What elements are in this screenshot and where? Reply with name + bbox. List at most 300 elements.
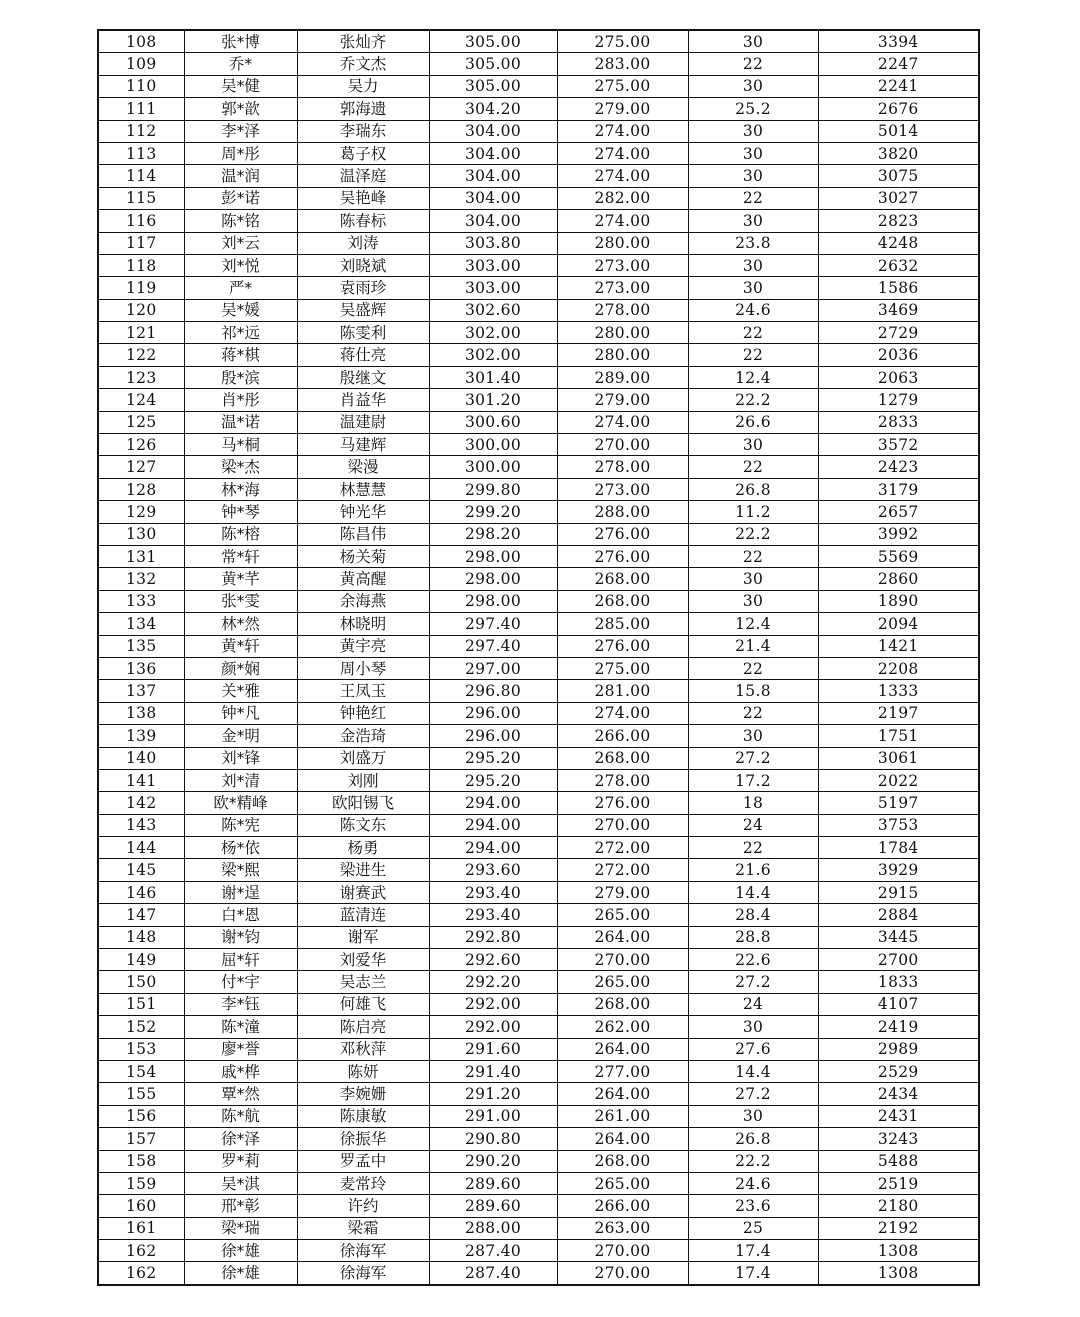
rank-cell: 129 (98, 501, 184, 523)
table-row (98, 232, 979, 254)
total-score-cell: 299.20 (429, 501, 557, 523)
bonus-score-cell: 14.4 (688, 881, 818, 903)
table-row (98, 478, 979, 500)
total-score-cell: 293.60 (429, 859, 557, 881)
rank-cell: 154 (98, 1060, 184, 1082)
bonus-score-cell: 30 (688, 120, 818, 142)
rank-cell: 149 (98, 949, 184, 971)
rank-cell: 112 (98, 120, 184, 142)
table-row (98, 680, 979, 702)
student-name-cell: 陈*潼 (184, 1016, 297, 1038)
exam-score-cell: 270.00 (557, 434, 688, 456)
rank-cell: 134 (98, 613, 184, 635)
bonus-score-cell: 30 (688, 30, 818, 53)
id-number-cell: 4107 (818, 993, 979, 1015)
student-name-cell: 徐*雄 (184, 1262, 297, 1285)
table-row (98, 30, 979, 53)
rank-cell: 139 (98, 725, 184, 747)
exam-score-cell: 281.00 (557, 680, 688, 702)
id-number-cell: 3075 (818, 165, 979, 187)
table-row (98, 613, 979, 635)
parent-name-cell: 余海燕 (297, 590, 429, 612)
id-number-cell: 3243 (818, 1128, 979, 1150)
exam-score-cell: 266.00 (557, 725, 688, 747)
table-row (98, 1150, 979, 1172)
id-number-cell: 2676 (818, 98, 979, 120)
student-name-cell: 金*明 (184, 725, 297, 747)
id-number-cell: 2431 (818, 1105, 979, 1127)
parent-name-cell: 黄宇亮 (297, 635, 429, 657)
rank-cell: 109 (98, 53, 184, 75)
rank-cell: 122 (98, 344, 184, 366)
bonus-score-cell: 30 (688, 165, 818, 187)
table-row (98, 344, 979, 366)
total-score-cell: 294.00 (429, 814, 557, 836)
bonus-score-cell: 22.2 (688, 389, 818, 411)
parent-name-cell: 乔文杰 (297, 53, 429, 75)
id-number-cell: 3929 (818, 859, 979, 881)
rank-cell: 150 (98, 971, 184, 993)
student-name-cell: 谢*逞 (184, 881, 297, 903)
bonus-score-cell: 22 (688, 53, 818, 75)
bonus-score-cell: 26.6 (688, 411, 818, 433)
parent-name-cell: 马建辉 (297, 434, 429, 456)
id-number-cell: 2036 (818, 344, 979, 366)
id-number-cell: 1308 (818, 1240, 979, 1262)
exam-score-cell: 277.00 (557, 1060, 688, 1082)
rank-cell: 132 (98, 568, 184, 590)
table-row (98, 926, 979, 948)
parent-name-cell: 徐海军 (297, 1262, 429, 1285)
id-number-cell: 1586 (818, 277, 979, 299)
rank-cell: 136 (98, 657, 184, 679)
bonus-score-cell: 17.2 (688, 769, 818, 791)
parent-name-cell: 刘爱华 (297, 949, 429, 971)
parent-name-cell: 杨勇 (297, 837, 429, 859)
exam-score-cell: 283.00 (557, 53, 688, 75)
parent-name-cell: 金浩琦 (297, 725, 429, 747)
exam-score-cell: 266.00 (557, 1195, 688, 1217)
total-score-cell: 305.00 (429, 30, 557, 53)
id-number-cell: 2915 (818, 881, 979, 903)
bonus-score-cell: 23.8 (688, 232, 818, 254)
rank-cell: 118 (98, 254, 184, 276)
exam-score-cell: 276.00 (557, 523, 688, 545)
student-name-cell: 梁*瑞 (184, 1217, 297, 1239)
ranking-table (97, 29, 980, 1286)
ranking-sheet (97, 29, 978, 1286)
bonus-score-cell: 17.4 (688, 1240, 818, 1262)
exam-score-cell: 268.00 (557, 590, 688, 612)
exam-score-cell: 270.00 (557, 1240, 688, 1262)
bonus-score-cell: 30 (688, 590, 818, 612)
bonus-score-cell: 24 (688, 814, 818, 836)
id-number-cell: 1833 (818, 971, 979, 993)
bonus-score-cell: 30 (688, 1105, 818, 1127)
exam-score-cell: 270.00 (557, 949, 688, 971)
total-score-cell: 304.00 (429, 165, 557, 187)
student-name-cell: 陈*榕 (184, 523, 297, 545)
table-row (98, 1083, 979, 1105)
bonus-score-cell: 17.4 (688, 1262, 818, 1285)
rank-cell: 148 (98, 926, 184, 948)
id-number-cell: 3469 (818, 299, 979, 321)
parent-name-cell: 刘晓斌 (297, 254, 429, 276)
exam-score-cell: 265.00 (557, 1172, 688, 1194)
student-name-cell: 钟*琴 (184, 501, 297, 523)
student-name-cell: 肖*彤 (184, 389, 297, 411)
exam-score-cell: 265.00 (557, 904, 688, 926)
total-score-cell: 295.20 (429, 747, 557, 769)
rank-cell: 152 (98, 1016, 184, 1038)
parent-name-cell: 温建尉 (297, 411, 429, 433)
bonus-score-cell: 22.2 (688, 523, 818, 545)
student-name-cell: 蒋*棋 (184, 344, 297, 366)
rank-cell: 113 (98, 142, 184, 164)
student-name-cell: 谢*钧 (184, 926, 297, 948)
total-score-cell: 297.40 (429, 635, 557, 657)
rank-cell: 145 (98, 859, 184, 881)
exam-score-cell: 261.00 (557, 1105, 688, 1127)
exam-score-cell: 274.00 (557, 702, 688, 724)
parent-name-cell: 殷继文 (297, 366, 429, 388)
parent-name-cell: 欧阳锡飞 (297, 792, 429, 814)
id-number-cell: 3445 (818, 926, 979, 948)
table-row (98, 590, 979, 612)
total-score-cell: 303.00 (429, 277, 557, 299)
student-name-cell: 彭*诺 (184, 187, 297, 209)
id-number-cell: 2884 (818, 904, 979, 926)
id-number-cell: 2419 (818, 1016, 979, 1038)
rank-cell: 153 (98, 1038, 184, 1060)
rank-cell: 111 (98, 98, 184, 120)
id-number-cell: 2700 (818, 949, 979, 971)
id-number-cell: 2423 (818, 456, 979, 478)
total-score-cell: 289.60 (429, 1195, 557, 1217)
table-body (98, 30, 979, 1285)
rank-cell: 161 (98, 1217, 184, 1239)
exam-score-cell: 268.00 (557, 993, 688, 1015)
total-score-cell: 297.00 (429, 657, 557, 679)
total-score-cell: 302.00 (429, 344, 557, 366)
id-number-cell: 3394 (818, 30, 979, 53)
id-number-cell: 2208 (818, 657, 979, 679)
table-row (98, 1240, 979, 1262)
rank-cell: 128 (98, 478, 184, 500)
rank-cell: 125 (98, 411, 184, 433)
total-score-cell: 289.60 (429, 1172, 557, 1194)
parent-name-cell: 袁雨珍 (297, 277, 429, 299)
student-name-cell: 刘*云 (184, 232, 297, 254)
exam-score-cell: 289.00 (557, 366, 688, 388)
student-name-cell: 黄*芊 (184, 568, 297, 590)
id-number-cell: 1279 (818, 389, 979, 411)
table-row (98, 747, 979, 769)
exam-score-cell: 272.00 (557, 859, 688, 881)
table-row (98, 1172, 979, 1194)
table-row (98, 322, 979, 344)
exam-score-cell: 273.00 (557, 478, 688, 500)
parent-name-cell: 周小琴 (297, 657, 429, 679)
bonus-score-cell: 22 (688, 702, 818, 724)
table-row (98, 993, 979, 1015)
rank-cell: 140 (98, 747, 184, 769)
student-name-cell: 钟*凡 (184, 702, 297, 724)
id-number-cell: 2519 (818, 1172, 979, 1194)
total-score-cell: 297.40 (429, 613, 557, 635)
parent-name-cell: 刘盛万 (297, 747, 429, 769)
exam-score-cell: 275.00 (557, 30, 688, 53)
table-row (98, 814, 979, 836)
bonus-score-cell: 30 (688, 254, 818, 276)
parent-name-cell: 肖益华 (297, 389, 429, 411)
id-number-cell: 5197 (818, 792, 979, 814)
student-name-cell: 郭*歆 (184, 98, 297, 120)
total-score-cell: 304.20 (429, 98, 557, 120)
table-row (98, 837, 979, 859)
bonus-score-cell: 12.4 (688, 366, 818, 388)
rank-cell: 155 (98, 1083, 184, 1105)
student-name-cell: 张*博 (184, 30, 297, 53)
exam-score-cell: 279.00 (557, 389, 688, 411)
exam-score-cell: 274.00 (557, 120, 688, 142)
exam-score-cell: 279.00 (557, 98, 688, 120)
id-number-cell: 5014 (818, 120, 979, 142)
table-row (98, 881, 979, 903)
parent-name-cell: 陈雯利 (297, 322, 429, 344)
table-row (98, 187, 979, 209)
bonus-score-cell: 25 (688, 1217, 818, 1239)
id-number-cell: 1890 (818, 590, 979, 612)
bonus-score-cell: 24.6 (688, 1172, 818, 1194)
id-number-cell: 5488 (818, 1150, 979, 1172)
bonus-score-cell: 27.2 (688, 747, 818, 769)
total-score-cell: 300.00 (429, 434, 557, 456)
rank-cell: 159 (98, 1172, 184, 1194)
total-score-cell: 292.20 (429, 971, 557, 993)
parent-name-cell: 陈康敏 (297, 1105, 429, 1127)
id-number-cell: 1784 (818, 837, 979, 859)
parent-name-cell: 陈春标 (297, 210, 429, 232)
total-score-cell: 294.00 (429, 792, 557, 814)
rank-cell: 151 (98, 993, 184, 1015)
bonus-score-cell: 22 (688, 657, 818, 679)
total-score-cell: 303.00 (429, 254, 557, 276)
total-score-cell: 296.00 (429, 702, 557, 724)
bonus-score-cell: 30 (688, 277, 818, 299)
total-score-cell: 304.00 (429, 120, 557, 142)
id-number-cell: 2197 (818, 702, 979, 724)
student-name-cell: 欧*精峰 (184, 792, 297, 814)
id-number-cell: 2833 (818, 411, 979, 433)
total-score-cell: 304.00 (429, 187, 557, 209)
bonus-score-cell: 22 (688, 545, 818, 567)
bonus-score-cell: 30 (688, 434, 818, 456)
id-number-cell: 3820 (818, 142, 979, 164)
exam-score-cell: 274.00 (557, 142, 688, 164)
exam-score-cell: 276.00 (557, 792, 688, 814)
exam-score-cell: 280.00 (557, 232, 688, 254)
total-score-cell: 305.00 (429, 75, 557, 97)
bonus-score-cell: 28.4 (688, 904, 818, 926)
exam-score-cell: 264.00 (557, 1128, 688, 1150)
total-score-cell: 300.60 (429, 411, 557, 433)
table-row (98, 635, 979, 657)
parent-name-cell: 徐海军 (297, 1240, 429, 1262)
rank-cell: 135 (98, 635, 184, 657)
id-number-cell: 2632 (818, 254, 979, 276)
table-row (98, 1060, 979, 1082)
parent-name-cell: 李婉姗 (297, 1083, 429, 1105)
total-score-cell: 296.80 (429, 680, 557, 702)
parent-name-cell: 王凤玉 (297, 680, 429, 702)
total-score-cell: 291.20 (429, 1083, 557, 1105)
parent-name-cell: 谢赛武 (297, 881, 429, 903)
rank-cell: 147 (98, 904, 184, 926)
parent-name-cell: 吴盛辉 (297, 299, 429, 321)
id-number-cell: 3992 (818, 523, 979, 545)
table-row (98, 165, 979, 187)
id-number-cell: 1308 (818, 1262, 979, 1285)
total-score-cell: 298.00 (429, 568, 557, 590)
exam-score-cell: 274.00 (557, 210, 688, 232)
total-score-cell: 303.80 (429, 232, 557, 254)
table-row (98, 1262, 979, 1285)
bonus-score-cell: 12.4 (688, 613, 818, 635)
parent-name-cell: 吴艳峰 (297, 187, 429, 209)
student-name-cell: 梁*熙 (184, 859, 297, 881)
id-number-cell: 2192 (818, 1217, 979, 1239)
exam-score-cell: 278.00 (557, 299, 688, 321)
parent-name-cell: 杨关菊 (297, 545, 429, 567)
total-score-cell: 294.00 (429, 837, 557, 859)
total-score-cell: 305.00 (429, 53, 557, 75)
student-name-cell: 刘*清 (184, 769, 297, 791)
rank-cell: 158 (98, 1150, 184, 1172)
parent-name-cell: 刘刚 (297, 769, 429, 791)
bonus-score-cell: 27.6 (688, 1038, 818, 1060)
total-score-cell: 292.00 (429, 1016, 557, 1038)
rank-cell: 130 (98, 523, 184, 545)
total-score-cell: 302.00 (429, 322, 557, 344)
rank-cell: 133 (98, 590, 184, 612)
parent-name-cell: 陈妍 (297, 1060, 429, 1082)
bonus-score-cell: 18 (688, 792, 818, 814)
table-row (98, 657, 979, 679)
student-name-cell: 林*然 (184, 613, 297, 635)
student-name-cell: 吴*淇 (184, 1172, 297, 1194)
table-row (98, 769, 979, 791)
exam-score-cell: 264.00 (557, 1038, 688, 1060)
student-name-cell: 付*宇 (184, 971, 297, 993)
table-row (98, 904, 979, 926)
total-score-cell: 293.40 (429, 904, 557, 926)
table-row (98, 366, 979, 388)
parent-name-cell: 黄高醒 (297, 568, 429, 590)
bonus-score-cell: 30 (688, 1016, 818, 1038)
id-number-cell: 2434 (818, 1083, 979, 1105)
rank-cell: 127 (98, 456, 184, 478)
parent-name-cell: 蓝清连 (297, 904, 429, 926)
table-row (98, 949, 979, 971)
exam-score-cell: 274.00 (557, 411, 688, 433)
id-number-cell: 2094 (818, 613, 979, 635)
student-name-cell: 李*钰 (184, 993, 297, 1015)
student-name-cell: 温*润 (184, 165, 297, 187)
bonus-score-cell: 26.8 (688, 1128, 818, 1150)
id-number-cell: 1421 (818, 635, 979, 657)
exam-score-cell: 280.00 (557, 344, 688, 366)
student-name-cell: 刘*锋 (184, 747, 297, 769)
exam-score-cell: 273.00 (557, 254, 688, 276)
exam-score-cell: 276.00 (557, 545, 688, 567)
id-number-cell: 1751 (818, 725, 979, 747)
id-number-cell: 3061 (818, 747, 979, 769)
exam-score-cell: 264.00 (557, 1083, 688, 1105)
bonus-score-cell: 30 (688, 75, 818, 97)
id-number-cell: 3179 (818, 478, 979, 500)
student-name-cell: 覃*然 (184, 1083, 297, 1105)
bonus-score-cell: 28.8 (688, 926, 818, 948)
rank-cell: 141 (98, 769, 184, 791)
parent-name-cell: 陈启亮 (297, 1016, 429, 1038)
parent-name-cell: 何雄飞 (297, 993, 429, 1015)
parent-name-cell: 郭海遗 (297, 98, 429, 120)
exam-score-cell: 268.00 (557, 1150, 688, 1172)
parent-name-cell: 许约 (297, 1195, 429, 1217)
total-score-cell: 292.60 (429, 949, 557, 971)
rank-cell: 162 (98, 1262, 184, 1285)
table-row (98, 1105, 979, 1127)
rank-cell: 143 (98, 814, 184, 836)
table-row (98, 702, 979, 724)
total-score-cell: 287.40 (429, 1262, 557, 1285)
total-score-cell: 299.80 (429, 478, 557, 500)
table-row (98, 434, 979, 456)
rank-cell: 116 (98, 210, 184, 232)
student-name-cell: 李*泽 (184, 120, 297, 142)
total-score-cell: 301.20 (429, 389, 557, 411)
total-score-cell: 295.20 (429, 769, 557, 791)
table-row (98, 523, 979, 545)
table-row (98, 389, 979, 411)
student-name-cell: 周*彤 (184, 142, 297, 164)
bonus-score-cell: 22 (688, 187, 818, 209)
student-name-cell: 乔* (184, 53, 297, 75)
student-name-cell: 廖*誉 (184, 1038, 297, 1060)
exam-score-cell: 285.00 (557, 613, 688, 635)
parent-name-cell: 陈昌伟 (297, 523, 429, 545)
bonus-score-cell: 30 (688, 568, 818, 590)
parent-name-cell: 梁漫 (297, 456, 429, 478)
id-number-cell: 2022 (818, 769, 979, 791)
exam-score-cell: 265.00 (557, 971, 688, 993)
total-score-cell: 291.00 (429, 1105, 557, 1127)
parent-name-cell: 林慧慧 (297, 478, 429, 500)
table-row (98, 1128, 979, 1150)
table-row (98, 120, 979, 142)
parent-name-cell: 钟艳红 (297, 702, 429, 724)
student-name-cell: 殷*滨 (184, 366, 297, 388)
parent-name-cell: 蒋仕亮 (297, 344, 429, 366)
exam-score-cell: 275.00 (557, 75, 688, 97)
student-name-cell: 严* (184, 277, 297, 299)
total-score-cell: 300.00 (429, 456, 557, 478)
parent-name-cell: 麦常玲 (297, 1172, 429, 1194)
bonus-score-cell: 22.2 (688, 1150, 818, 1172)
id-number-cell: 2989 (818, 1038, 979, 1060)
total-score-cell: 290.80 (429, 1128, 557, 1150)
